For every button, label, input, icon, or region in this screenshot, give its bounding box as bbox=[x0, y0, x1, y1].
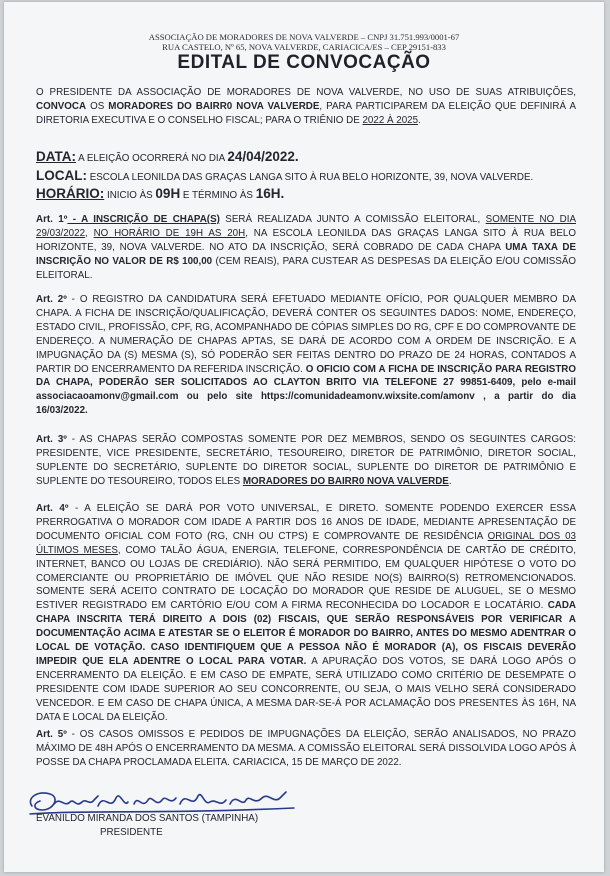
document-title: EDITAL DE CONVOCAÇÃO bbox=[177, 52, 431, 73]
article-2: Art. 2º - O REGISTRO DA CANDIDATURA SERÁ EFETUADO MEDIANTE OFÍCIO, POR QUALQUER MEMBRO DA CHAPA. A FICHA DE INSCRIÇÃO/QUALIFICAÇÃO, DEVERÁ CONTER OS SEGUINTES DADOS: NOME, ENDEREÇO, ESTADO CIVIL, PROFISSÃO, CPF, RG, ACOMPANHADO DE CÓPIAS SIMPLES DO RG, CPF E DO COMPROVANTE DE ENDEREÇO. A NUMERAÇÃO DE CHAPAS APTAS, SE DARÁ DE ACORDO COM A ORDEM DE INSCRIÇÃO. E A IMPUGNAÇÃO DA (S) MESMA (S), SÓ PODERÃO SER FEITAS DENTRO DO PRAZO DE 24 HORAS, CONTADOS A PARTIR DO ENCERRAMENTO DA REFERIDA INSCRIÇÃO. O OFICIO COM A FICHA DE INSCRIÇÃO PARA REGISTRO DA CHAPA, PODERÃO SER SOLICITADOS AO CLAYTON BRITO VIA TELEFONE 27 99851-6409, pelo e-mail associacaoamonv@gmail.com ou pelo site https://comunidadeamonv.wixsite.com/amonv , a partir do dia 16/03/2022. bbox=[36, 294, 576, 417]
article-4: Art. 4º - A ELEIÇÃO SE DARÁ POR VOTO UNIVERSAL, E DIRETO. SOMENTE PODENDO EXERCER ESSA PRERROGATIVA O MORADOR COM IDADE A PARTIR DOS 16 ANOS DE IDADE, MEDIANTE APRESENTAÇÃO DE DOCUMENTO OFICIAL COM FOTO (RG, CNH OU CTPS) E COMPROVANTE DE RESIDÊNCIA ORIGINAL DOS 03 ÚLTIMOS MESES, COMO TALÃO ÁGUA, ENERGIA, TELEFONE, CORRESPONDÊNCIA DE CARTÃO DE CRÉDITO, INTERNET, BANCO OU LOJAS DE CREDIÁRIO). NÃO SERÁ PERMITIDO, EM QUALQUER HIPÓTESE O VOTO DO COMERCIANTE OU PROPRIETÁRIO DE IMÓVEL QUE NÃO RESIDE NO(S) BAIRRO(S) RETROMENCIONADOS. SOMENTE SERÁ ACEITO CONTRATO DE LOCAÇÃO DO MORADOR QUE RESIDE DE ALUGUEL, SE O MESMO ESTIVER REGISTRADO EM CARTÓRIO E/OU COM A FIRMA RECONHECIDA DO LOCADOR E LOCATÁRIO. CADA CHAPA INSCRITA TERÁ DIREITO A DOIS (02) FISCAIS, QUE SERÃO RESPONSÁVEIS POR VERIFICAR A DOCUMENTAÇÃO ACIMA E ATESTAR SE O ELEITOR É MORADOR DO BAIRRO, ANTES DO MESMO ADENTRAR O LOCAL DE VOTAÇÃO. CASO IDENTIFIQUEM QUE A PESSOA NÃO É MORADOR (A), OS FISCAIS DEVERÃO IMPEDIR QUE ELA ADENTRE O LOCAL PARA VOTAR. A APURAÇÃO DOS VOTOS, SE DARÁ LOGO APÓS O ENCERRAMENTO DA ELEIÇÃO. E EM CASO DE EMPATE, SERÁ UTILIZADO COMO CRITÉRIO DE DESEMPATE O PRESIDENTE COM IDADE SUPERIOR AO SEU CONCORRENTE, OU SEJA, O MAIS VELHO SERÁ CONSIDERADO VENCEDOR. E EM CASO DE CHAPA ÚNICA, A MESMA DAR-SE-Á POR ACLAMAÇÃO DOS PRESENTES ÀS 16H, NA DATA E LOCAL DA ELEIÇÃO. bbox=[36, 503, 576, 723]
association-header-line2: RUA CASTELO, Nº 65, NOVA VALVERDE, CARIACICA/ES – CEP 29151-833 bbox=[162, 42, 446, 52]
intro-paragraph: O PRESIDENTE DA ASSOCIAÇÃO DE MORADORES DE NOVA VALVERDE, NO USO DE SUAS ATRIBUIÇÕES, CONVOCA OS MORADORES DO BAIRR0 NOVA VALVERDE, PARA PARTICIPAREM DA ELEIÇÃO QUE DEFINIRÁ A DIRETORIA EXECUTIVA E O CONSELHO FISCAL; PARA O TRIÊNIO DE 2022 À 2025. bbox=[36, 87, 576, 126]
event-info bbox=[36, 148, 576, 204]
article-5: Art. 5º - OS CASOS OMISSOS E PEDIDOS DE IMPUGNAÇÕES DA ELEIÇÃO, SERÃO ANALISADOS, NO PRAZO MÁXIMO DE 48H APÓS O ENCERRAMENTO DA MESMA. A COMISSÃO ELEITORAL SERÁ DISSOLVIDA LOGO APÓS À POSSE DA CHAPA PROCLAMADA ELEITA. CARIACICA, 15 DE MARÇO DE 2022. bbox=[36, 729, 576, 768]
association-header-line1: ASSOCIAÇÃO DE MORADORES DE NOVA VALVERDE – CNPJ 31.751.993/0001-67 bbox=[148, 32, 460, 42]
document-page bbox=[4, 2, 604, 872]
article-3: Art. 3º - AS CHAPAS SERÃO COMPOSTAS SOMENTE POR DEZ MEMBROS, SENDO OS SEGUINTES CARGOS: PRESIDENTE, VICE PRESIDENTE, SECRETÁRIO, TESOUREIRO, DIRETOR DE PATRIMÔNIO, DIRETOR SOCIAL, SUPLENTE DO SECRETÁRIO, SUPLENTE DO DIRETOR SOCIAL, SUPLENTE DO DIRETOR DE PATRIMÔNIO E SUPLENTE DO TESOUREIRO, TODOS ELES MORADORES DO BAIRR0 NOVA VALVERDE. bbox=[36, 434, 576, 487]
signatory-name: EVANILDO MIRANDA DOS SANTOS (TAMPINHA) bbox=[36, 813, 259, 824]
event-location: LOCAL: ESCOLA LEONILDA DAS GRAÇAS LANGA SITO À RUA BELO HORIZONTE, 39, NOVA VALVERDE. bbox=[36, 167, 534, 183]
event-time: HORÁRIO: INICIO ÀS 09H E TÉRMINO ÀS 16H. bbox=[36, 186, 285, 201]
event-date: DATA: A ELEIÇÃO OCORRERÁ NO DIA 24/04/2022. bbox=[36, 149, 299, 164]
signatory-role: PRESIDENTE bbox=[100, 827, 163, 838]
article-1: Art. 1º - A INSCRIÇÃO DE CHAPA(S) SERÁ REALIZADA JUNTO A COMISSÃO ELEITORAL, SOMENTE NO DIA 29/03/2022, NO HORÁRIO DE 19H AS 20H, NA ESCOLA LEONILDA DAS GRAÇAS LANGA SITO À RUA BELO HORIZONTE, 39, NOVA VALVERDE. NO ATO DA INSCRIÇÃO, SERÁ COBRADO DE CADA CHAPA UMA TAXA DE INSCRIÇÃO NO VALOR DE R$ 100,00 (CEM REAIS), PARA CUSTEAR AS DESPESAS DA ELEIÇÃO E/OU COMISSÃO ELEITORAL. bbox=[36, 214, 577, 281]
